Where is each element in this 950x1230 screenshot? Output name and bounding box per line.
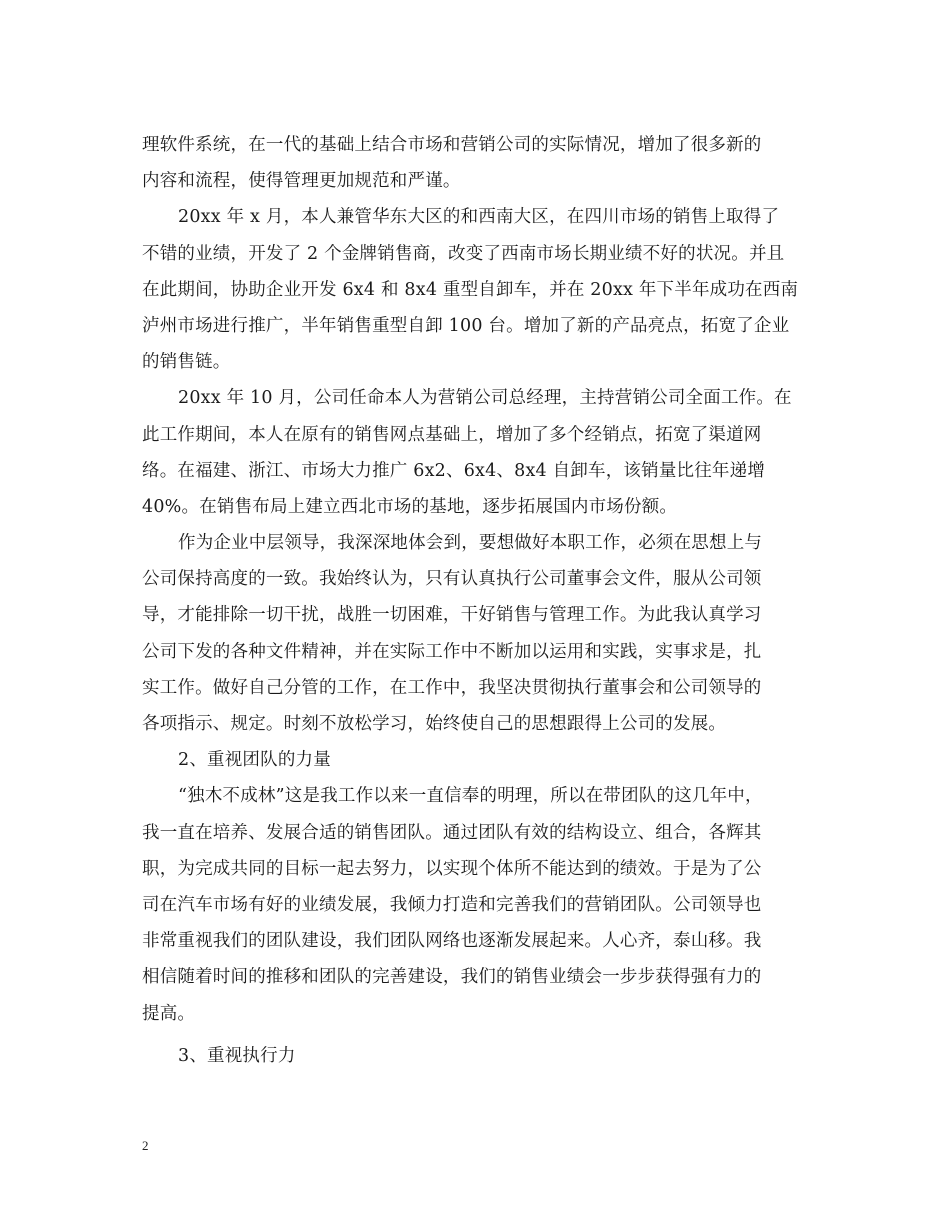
text-line: 提高。 (142, 1003, 196, 1024)
text-line: 各项指示、规定。时刻不放松学习，始终使自己的思想跟得上公司的发展。 (142, 714, 727, 734)
text-line: 在此期间，协助企业开发 6x4 和 8x4 重型自卸车，并在 20xx 年下半年成功在西南 (142, 279, 799, 300)
text-line: 实工作。做好自己分管的工作，在工作中，我坚决贯彻执行董事会和公司领导的 (142, 677, 762, 698)
text-line: 内容和流程，使得管理更加规范和严谨。 (142, 171, 461, 192)
text-line: 非常重视我们的团队建设，我们团队网络也逐渐发展起来。人心齐，泰山移。我 (142, 931, 762, 952)
text-line: 的销售链。 (142, 352, 231, 373)
paragraph-start-line: “独木不成林”这是我工作以来一直信奉的明理，所以在带团队的这几年中， (178, 786, 763, 807)
text-line: 理软件系统，在一代的基础上结合市场和营销公司的实际情况，增加了很多新的 (142, 135, 762, 155)
text-line: 职，为完成共同的目标一起去努力，以实现个体所不能达到的绩效。于是为了公 (142, 858, 762, 879)
text-line: 司在汽车市场有好的业绩发展，我倾力打造和完善我们的营销团队。公司领导也 (142, 894, 762, 915)
text-line: 导，才能排除一切干扰，战胜一切困难，干好销售与管理工作。为此我认真学习 (142, 605, 762, 626)
paragraph-start-line: 作为企业中层领导，我深深地体会到，要想做好本职工作，必须在思想上与 (178, 533, 763, 554)
text-line: 40%。在销售布局上建立西北市场的基地，逐步拓展国内市场份额。 (142, 496, 678, 517)
page-number: 2 (142, 1138, 149, 1153)
text-line: 不错的业绩，开发了 2 个金牌销售商，改变了西南市场长期业绩不好的状况。并且 (142, 243, 785, 264)
text-line: 公司下发的各种文件精神，并在实际工作中不断加以运用和实践，实事求是，扎 (142, 641, 762, 662)
section-heading: 2、重视团队的力量 (178, 750, 331, 771)
paragraph-start-line: 20xx 年 10 月，公司任命本人为营销公司总经理，主持营销公司全面工作。在 (178, 388, 792, 409)
text-line: 公司保持高度的一致。我始终认为，只有认真执行公司董事会文件，服从公司领 (142, 569, 762, 590)
text-line: 此工作期间，本人在原有的销售网点基础上，增加了多个经销点，拓宽了渠道网 (142, 424, 762, 445)
section-heading: 3、重视执行力 (178, 1045, 296, 1066)
text-line: 相信随着时间的推移和团队的完善建设，我们的销售业绩会一步步获得强有力的 (142, 967, 762, 988)
paragraph-start-line: 20xx 年 x 月，本人兼管华东大区的和西南大区，在四川市场的销售上取得了 (178, 207, 780, 228)
text-line: 络。在福建、浙江、市场大力推广 6x2、6x4、8x4 自卸车，该销量比往年递增 (142, 460, 766, 481)
text-line: 泸州市场进行推广，半年销售重型自卸 100 台。增加了新的产品亮点，拓宽了企业 (142, 315, 790, 336)
body-text (142, 127, 822, 1074)
text-line: 我一直在培养、发展合适的销售团队。通过团队有效的结构设立、组合，各辉其 (142, 822, 762, 843)
